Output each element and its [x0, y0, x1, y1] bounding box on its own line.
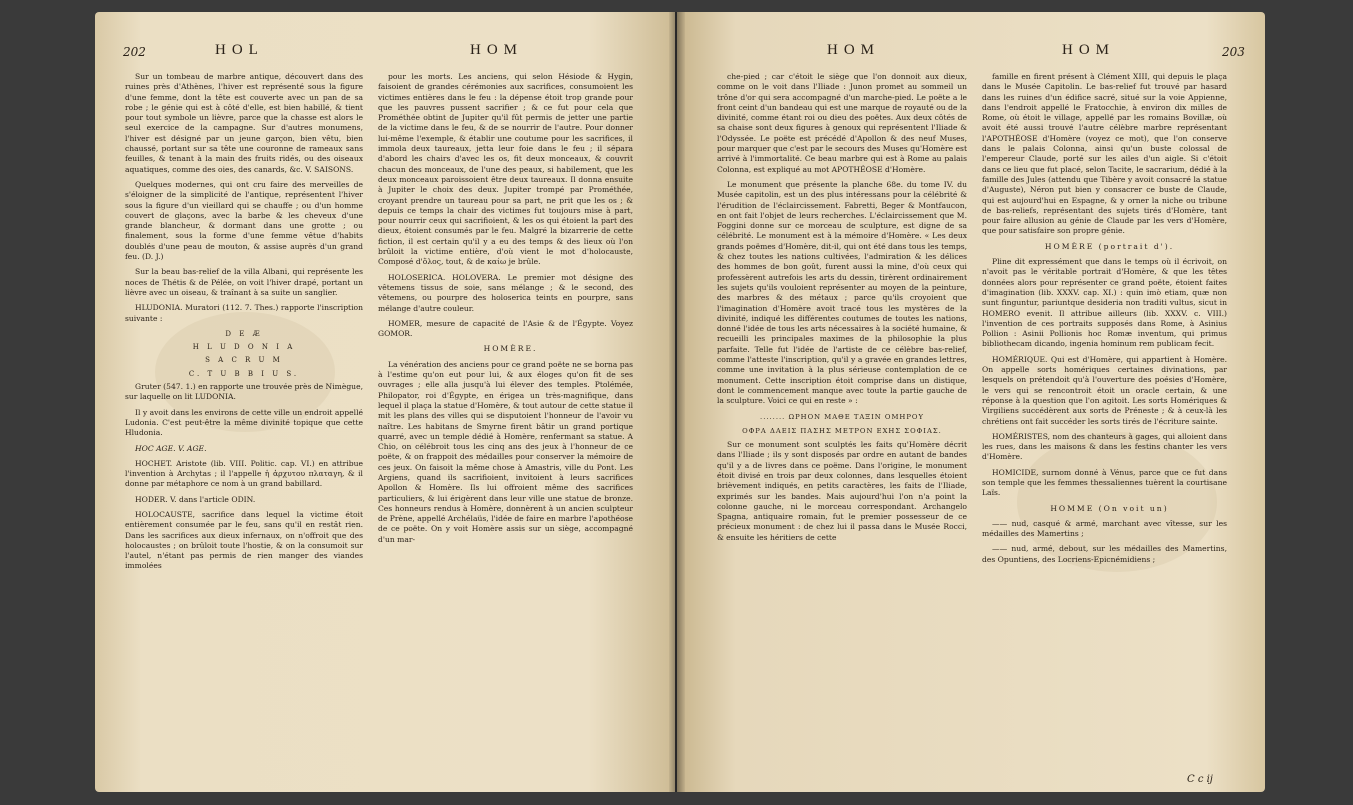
greek-inscription-line: ΟΦΡΑ ΔΑΕΙΣ ΠΑΣΗΣ ΜΕΤΡΟΝ ΕΧΗΣ ΣΟΦΙΑΣ.	[742, 426, 942, 435]
inscription-line: D E Æ	[225, 329, 263, 338]
paragraph: pour les morts. Les anciens, qui selon Hésiode & Hygin, faisoient de grandes cérémonies aux sacrifices, consumoient les victimes entières dans le feu : la dépense étoit trop grande pour que les pauvres pussent sacrifier ; & ce fut pour cela que Prométhée obtint de Jupiter qu'il fût permis de jetter une partie de la victime dans le feu, & de se nourrir de l'autre. Pour donner lui-même l'exemple, & établir une coutume pour les sacrifices, il immola deux taureaux, jetta leur foie dans le feu ; il sépara d'abord les chairs d'avec les os, fit deux monceaux, & couvrit chacun des monceaux, de l'une des peaux, si habilement, que les deux monceaux paroissoient être deux taureaux. Il donna ensuite à Jupiter le choix des deux. Jupiter trompé par Prométhée, croyant prendre un taureau pour sa part, ne prit que les os ; & depuis ce temps la chair des victimes fut toujours mise à part, pour nourrir ceux qui sacrifioient, & les os qui étoient la part des dieux, étoient consumés par le feu. Malgré la bizarrerie de cette fiction, il est certain qu'il y a eu des temps & des lieux où l'on brûloit la victime entière, d'où vient le mot d'holocauste, Composé d'ὅλος, tout, & de καίω je brûle.	[378, 72, 633, 267]
book-gutter	[669, 12, 685, 792]
paragraph: HODER. V. dans l'article ODIN.	[135, 494, 256, 504]
inscription	[125, 329, 363, 379]
open-book	[95, 12, 1265, 800]
paragraph: HOMÉRIQUE. Qui est d'Homère, qui appartient à Homère. On appelle sorts homériques certaines divinations, par lesquels on prétendoit qu'à l'ouverture des poésies d'Homère, le vers qui se rencontroit étoit un oracle certain, & une réponse à la question que l'on agitoit. Les sorts Homériques & Virgiliens succédèrent aux sorts de Préneste ; & à ceux-là les chrétiens ont fait succéder les sorts tirés de l'écriture sainte.	[982, 354, 1227, 426]
paragraph: HOMÉRISTES, nom des chanteurs à gages, qui alloient dans les rues, dans les maisons & dans les festins chanter les vers d'Homère.	[982, 431, 1227, 462]
column-3	[717, 72, 967, 772]
right-page	[677, 12, 1265, 792]
paragraph: HOC AGE. V. AGE.	[135, 443, 207, 453]
running-head-left-2: HOM	[470, 42, 524, 58]
running-head-right-2: HOM	[1062, 42, 1116, 58]
inscription-line: S A C R U M	[205, 356, 283, 365]
paragraph: Sur la beau bas-relief de la villa Albani, qui représente les noces de Thétis & de Pélée, on voit l'hiver drapé, portant un lièvre avec un oiseau, & traînant à sa suite un sanglier.	[125, 267, 363, 297]
entry-heading: HOMME (On voit un)	[1050, 503, 1169, 513]
inscription-line: H L U D O N I A	[192, 343, 296, 352]
paragraph: HOLOCAUSTE, sacrifice dans lequel la victime étoit entièrement consumée par le feu, sans qu'il en restât rien. Dans les sacrifices aux dieux infernaux, on n'offroit que des holocaustes ; on brûloit toute l'hostie, & on la consumoit sur l'autel, n'étant pas permis de rien manger des viandes immolées	[125, 509, 363, 571]
page-number-left: 202	[123, 45, 146, 59]
paragraph: HOCHET. Aristote (lib. VIII. Politic. cap. VI.) en attribue l'invention à Archytas ; il l'appelle ἡ ἀρχυτου πλαταγη, & il donne par métaphore ce nom à un grand babillard.	[125, 458, 363, 489]
signature-mark: C c ij	[1187, 774, 1213, 785]
greek-inscription-line: ........ ΩΡΗΟΝ ΜΑΘΕ ΤΑΞΙΝ ΟΜΗΡΟΥ	[760, 412, 924, 421]
paragraph: HLUDONIA. Muratori (112. 7. Thes.) rapporte l'inscription suivante :	[125, 303, 363, 323]
inscription-line: C. T U B B I U S.	[188, 369, 300, 378]
paragraph: Il y avoit dans les environs de cette ville un endroit appellé Ludonia. C'est peut-être la même divinité topique que cette Hludonia.	[125, 407, 363, 438]
page-number-right: 203	[1222, 45, 1245, 59]
left-page	[95, 12, 675, 792]
running-head-right: HOM	[827, 42, 881, 58]
paragraph: Quelques modernes, qui ont cru faire des merveilles de s'éloigner de la simplicité de l'antique, représentent l'hiver sous la figure d'un vieillard qui se chauffe ; ou d'un homme couvert de glaçons, avec la barbe & les cheveux d'une grande blancheur, & dormant dans une grotte ; ou finalement, sous la forme d'une femme vêtue d'habits doublés d'une peau de mouton, & assise auprès d'un grand feu. (D. J.)	[125, 179, 363, 262]
paragraph: famille en firent présent à Clément XIII, qui depuis le plaça dans le Musée Capitolin. Le bas-relief fut trouvé par hasard dans les ruines d'un édifice sacré, situé sur la voie Appienne, dans l'endroit appellé le Fratocchie, à environ dix milles de Rome, où étoit le village, appellé par les romains Bovillæ, où avoit été aussi trouvé l'autre célèbre marbre représentant l'APOTHÉOSE d'Homère (voyez ce mot), que l'on conserve dans le palais Colonna, ainsi qu'un buste colossal de l'empereur Claude, porté sur les ailes d'un aigle. Si c'étoit dans ce lieu que fut placé, selon Tacite, le sacrarium, dédié à la famille des Jules (attendu que Tibère y avoit consacré la statue d'Auguste), Néron put bien y consacrer ce buste de Claude, qui est aujourd'hui en Espagne, & y orner la niche ou tribune de bas-reliefs, représentant des sujets tirés d'Homère, tant pour faire allusion au génie de Claude par les vers d'Homère, que pour satisfaire son propre génie.	[982, 72, 1227, 236]
paragraph: che-pied ; car c'étoit le siège que l'on donnoit aux dieux, comme on le voit dans l'Iliade : Junon promet au sommeil un trône d'or qui sera accompagné d'un marche-pied. Le poëte a le front ceint d'un bandeau qui est une marque de royauté ou de la divinité, comme étant roi ou dieu des poëtes. Aux deux côtés de sa chaise sont deux figures à genoux qui représentent l'Iliade & l'Odyssée. Le poëte est précédé d'Apollon & des neuf Muses, pour marquer que c'est par le secours des Muses qu'Homère est arrivé à l'immortalité. Ce beau marbre qui est à Rome au palais Colonna, est expliqué au mot APOTHÉOSE d'Homère.	[717, 72, 967, 174]
entry-heading: HOMÈRE.	[483, 344, 538, 354]
paragraph: —— nud, armé, debout, sur les médailles des Mamertins, des Opuntiens, des Locriens-Epicnémidiens ;	[982, 544, 1227, 564]
paragraph: Gruter (547. 1.) en rapporte une trouvée près de Nimègue, sur laquelle on lit LUDONIA.	[125, 382, 363, 402]
paragraph: HOMER, mesure de capacité de l'Asie & de l'Égypte. Voyez GOMOR.	[378, 318, 633, 339]
paragraph: Le monument que présente la planche 68e. du tome IV. du Musée capitolin, est un des plus intéressans pour la célébrité & l'érudition de l'éclaircissement. Fabretti, Beger & Montfaucon, en ont fait l'objet de leurs recherches. L'éclaircissement que M. Foggini donne sur ce morceau de sculpture, est digne de sa célébrité. Le monument est à la mémoire d'Homère. « Les deux grands poëmes d'Homère, dit-il, qui ont été dans tous les temps, & chez toutes les nations cultivées, l'admiration & les délices des hommes de bon goût, furent aussi la mine, d'où ceux qui professèrent autrefois les arts du dessin, tirèrent ordinairement les sujets qu'ils vouloient représenter au moyen de la peinture, des marbres & des métaux ; parce qu'ils croyoient que l'imagination d'Homère avoit tracé tous les mystères de la divinité, indiqué les différentes coutumes de toutes les nations, donné l'idée de tous les arts nécessaires à la société humaine, & recueilli les principales maximes de la philosophie la plus parfaite. Telle fut l'idée de l'artiste de ce célèbre bas-relief, comme l'atteste l'inscription, qu'il y a gravée en grandes lettres, comme une invitation à la plus sérieuse contemplation de ce monument. Cette inscription étoit comprise dans un distique, dont le commencement manque avec toute la partie gauche de la sculpture. Voici ce qui en reste » :	[717, 179, 967, 406]
entry-heading: HOMÈRE (portrait d').	[1044, 241, 1175, 251]
running-head-left: HOL	[215, 42, 264, 58]
paragraph: Sur ce monument sont sculptés les faits qu'Homère décrit dans l'Iliade ; ils y sont disposés par ordre en autant de bandes qu'il y a de livres dans ce poëme. Dans l'origine, le monument étoit divisé en trois par deux colonnes, dans lesquelles étoient brièvement indiqués, en petits caractères, les faits de l'Iliade, exprimés sur les bandes. Mais aujourd'hui l'on n'a point la colonne gauche, ni le morceau correspondant. Archangelo Spagna, antiquaire romain, fut le premier possesseur de ce précieux monument : de chez lui il passa dans le Musée Rocci, & ensuite les héritiers de cette	[717, 440, 967, 542]
paragraph: Pline dit expressément que dans le temps où il écrivoit, on n'avoit pas le véritable portrait d'Homère, & que les têtes données alors pour représenter ce grand poëte, étoient faites d'imagination (lib. XXXV. cap. XI.) : quin imò etiam, quæ non sunt finguntur, pariuntque desideria non traditi vultus, sicut in HOMERO evenit. Il attribue ailleurs (lib. XXXV. c. VIII.) l'invention de ces portraits supposés dans Rome, à Asinius Pollion : Asinii Pollionis hoc Romæ inventum, qui primus bibliothecam dicando, ingenia hominum rem publicam fecit.	[982, 257, 1227, 349]
paragraph: —— nud, casqué & armé, marchant avec vîtesse, sur les médailles des Mamertins ;	[982, 518, 1227, 539]
paragraph: La vénération des anciens pour ce grand poëte ne se borna pas à l'estime qu'on eut pour lui, & aux éloges qu'on fit de ses ouvrages ; elle alla jusqu'à lui élever des temples. Ptolémée, Philopator, roi d'Égypte, en érigea un très-magnifique, dans lequel il plaça la statue d'Homère, & tout autour de cette statue il mit les plans des villes qui se disputoient l'honneur de l'avoir vu naître. Les habitans de Smyrne firent bâtir un grand portique quarré, avec un temple dédié à Homère, renfermant sa statue. A Chio, on célébroit tous les cinq ans des jeux à l'honneur de ce poëte, & on frappoit des médailles pour conserver la mémoire de ces jeux. On faisoit la même chose à Amastris, ville du Pont. Les Argiens, quand ils sacrifioient, invitoient à leurs sacrifices Apollon & Homère. Ils lui offroient même des sacrifices particuliers, & lui érigèrent dans leur ville une statue de bronze. Ces honneurs rendus à Homère, donnèrent à un ancien sculpteur de Prène, appellé Archélaüs, l'idée de faire en marbre l'apothéose de ce poëte. On y voit Homère assis sur un siège, accompagné d'un mar-	[378, 359, 633, 544]
column-1	[125, 72, 363, 772]
column-4	[982, 72, 1227, 772]
paragraph: HOLOSERICA. HOLOVERA. Le premier mot désigne des vêtemens tissus de soie, sans mélange ; & le second, des vêtemens, ou pourpre des holoserica teints en pourpre, sans mélange d'autre couleur.	[378, 272, 633, 313]
paragraph: Sur un tombeau de marbre antique, découvert dans des ruines près d'Athènes, l'hiver est représenté sous la figure d'une femme, dont la tête est couverte avec un pan de sa robe ; le génie qui est à côté d'elle, est bien habillé, & tient pour tout symbole un lièvre, parce que la chasse est alors le seul exercice de la campagne. Sur d'autres monumens, l'hiver est désigné par un jeune garçon, bien vêtu, bien chaussé, portant sur sa tête une couronne de rameaux sans feuilles, & tenant à la main des fruits ridés, ou des oiseaux aquatiques, comme des oies, des canards, &c. V. SAISONS.	[125, 72, 363, 174]
column-2	[378, 72, 633, 772]
paragraph: HOMICIDE, surnom donné à Vénus, parce que ce fut dans son temple que les femmes thessaliennes tuèrent la courtisane Laïs.	[982, 467, 1227, 498]
